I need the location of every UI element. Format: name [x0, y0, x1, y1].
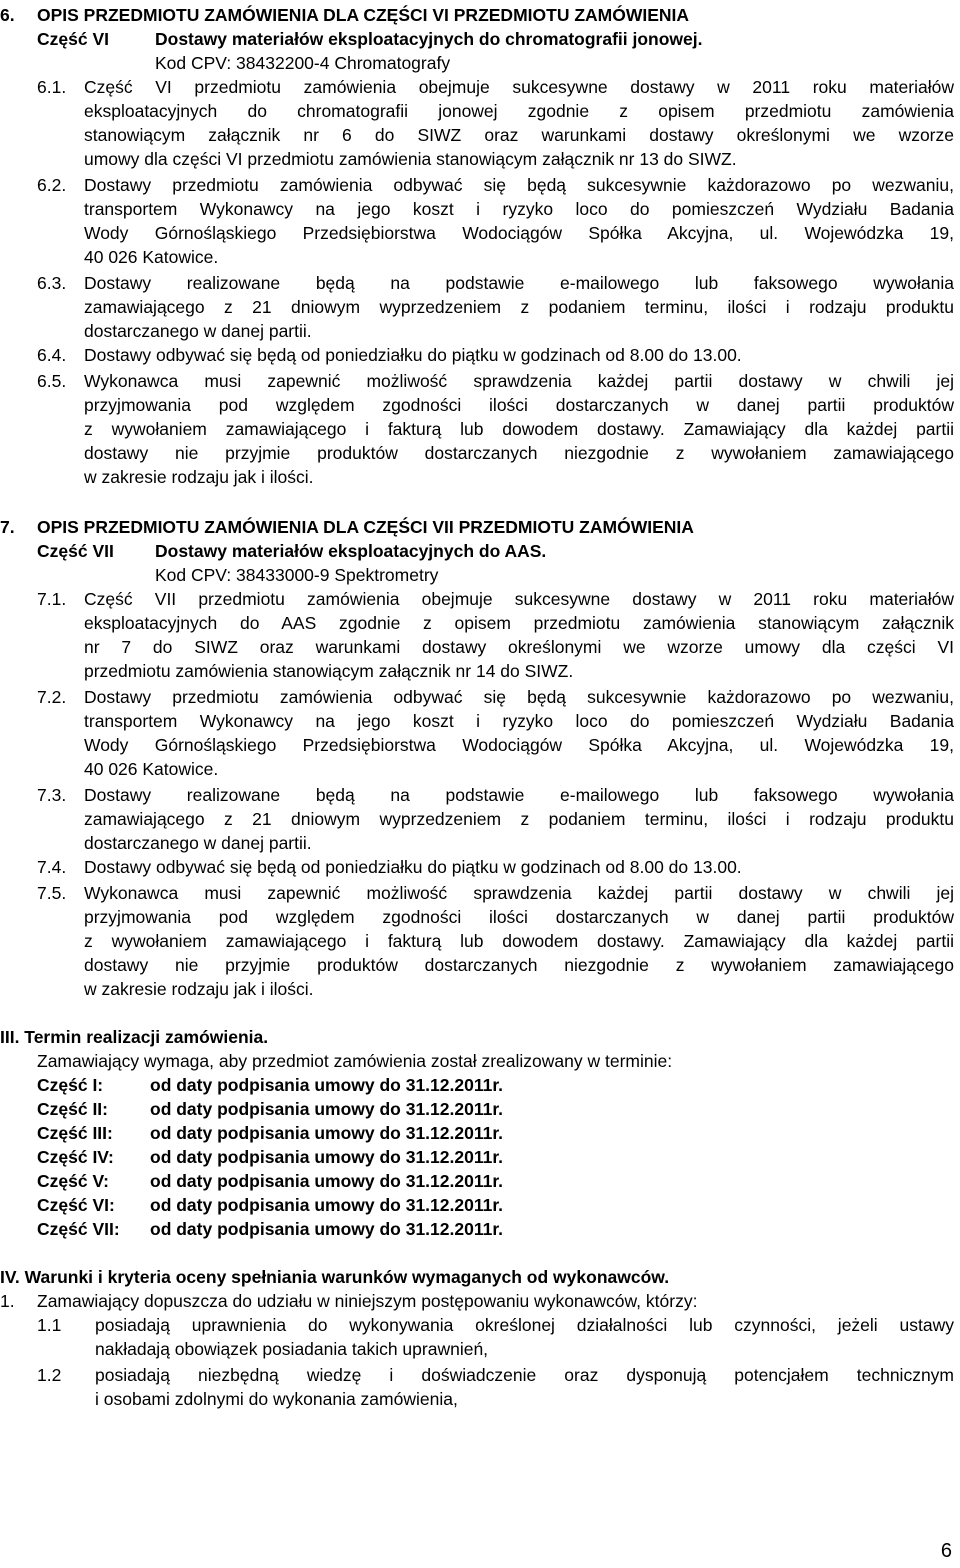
item-7-1-number: 7.1.	[37, 589, 67, 609]
item-6-3-number: 6.3.	[37, 273, 67, 293]
item-6-2-line: 40 026 Katowice.	[84, 247, 219, 267]
part-label: Część VII:	[37, 1219, 120, 1239]
subitem-1-2-line: i osobami zdolnymi do wykonania zamówienia,	[95, 1389, 458, 1409]
item-7-1-line: przedmiotu zamówienia stanowiącym załącznik nr 14 do SIWZ.	[84, 661, 574, 681]
part-deadline: od daty podpisania umowy do 31.12.2011r.	[150, 1219, 504, 1239]
item-7-5-line: w zakresie rodzaju jak i ilości.	[84, 979, 314, 999]
item-6-5-number: 6.5.	[37, 371, 67, 391]
item-6-3-line: dostarczanego w danej partii.	[84, 321, 312, 341]
section-iv-item-1-text: Zamawiający dopuszcza do udziału w niniejszym postępowaniu wykonawców, którzy:	[37, 1291, 698, 1311]
section-7-title: OPIS PRZEDMIOTU ZAMÓWIENIA DLA CZĘŚCI VII PRZEDMIOTU ZAMÓWIENIA	[37, 517, 694, 537]
item-7-4-line: Dostawy odbywać się będą od poniedziałku do piątku w godzinach od 8.00 do 13.00.	[84, 857, 742, 877]
part-deadline: od daty podpisania umowy do 31.12.2011r.	[150, 1075, 504, 1095]
item-7-3-number: 7.3.	[37, 785, 67, 805]
item-7-3-line: dostarczanego w danej partii.	[84, 833, 312, 853]
item-6-5-line: Wykonawca musi zapewnić możliwość sprawdzenia każdej partii dostawy w chwili jej	[84, 371, 954, 391]
item-7-4-number: 7.4.	[37, 857, 67, 877]
item-7-5-line: przyjmowania pod względem zgodności ilości dostarczanych w danej partii produktów	[84, 907, 954, 927]
section-7-part-title: Dostawy materiałów eksploatacyjnych do AAS.	[155, 541, 547, 561]
item-6-5-line: w zakresie rodzaju jak i ilości.	[84, 467, 314, 487]
section-7-part-label: Część VII	[37, 541, 114, 561]
section-6-part-label: Część VI	[37, 29, 109, 49]
part-label: Część IV:	[37, 1147, 114, 1167]
item-6-3-line: Dostawy realizowane będą na podstawie e-mailowego lub faksowego wywołania	[84, 273, 954, 293]
item-7-2-line: Dostawy przedmiotu zamówienia odbywać się będą sukcesywnie każdorazowo po wezwaniu,	[84, 687, 954, 707]
item-6-2-line: transportem Wykonawcy na jego koszt i ryzyko loco do pomieszczeń Wydziału Badania	[84, 199, 954, 219]
subitem-1-1-number: 1.1	[37, 1315, 62, 1335]
item-7-5-number: 7.5.	[37, 883, 67, 903]
item-6-2-line: Dostawy przedmiotu zamówienia odbywać się będą sukcesywnie każdorazowo po wezwaniu,	[84, 175, 954, 195]
item-6-1-line: umowy dla części VI przedmiotu zamówienia stanowiącym załącznik nr 13 do SIWZ.	[84, 149, 737, 169]
item-7-1-line: eksploatacyjnych do AAS zgodnie z opisem przedmiotu zamówienia stanowiącym załącznik	[84, 613, 954, 633]
section-6-title: OPIS PRZEDMIOTU ZAMÓWIENIA DLA CZĘŚCI VI PRZEDMIOTU ZAMÓWIENIA	[37, 5, 690, 25]
part-deadline: od daty podpisania umowy do 31.12.2011r.	[150, 1195, 504, 1215]
item-7-2-line: transportem Wykonawcy na jego koszt i ryzyko loco do pomieszczeń Wydziału Badania	[84, 711, 954, 731]
part-label: Część V:	[37, 1171, 109, 1191]
item-7-2-line: 40 026 Katowice.	[84, 759, 219, 779]
section-6-cpv: Kod CPV: 38432200-4 Chromatografy	[155, 53, 451, 73]
part-deadline: od daty podpisania umowy do 31.12.2011r.	[150, 1147, 504, 1167]
item-7-1-line: nr 7 do SIWZ oraz warunkami dostawy określonymi we wzorze umowy dla części VI	[84, 637, 954, 657]
subitem-1-2-line: posiadają niezbędną wiedzę i doświadczenie oraz dysponują potencjałem technicznym	[95, 1365, 954, 1385]
item-6-5-line: dostawy nie przyjmie produktów dostarczanych niezgodnie z wywołaniem zamawiającego	[84, 443, 954, 463]
item-7-5-line: Wykonawca musi zapewnić możliwość sprawdzenia każdej partii dostawy w chwili jej	[84, 883, 954, 903]
item-7-5-line: dostawy nie przyjmie produktów dostarczanych niezgodnie z wywołaniem zamawiającego	[84, 955, 954, 975]
item-6-5-line: przyjmowania pod względem zgodności ilości dostarczanych w danej partii produktów	[84, 395, 954, 415]
item-7-5-line: z wywołaniem zamawiającego i fakturą lub dowodem dostawy. Zamawiający dla każdej partii	[84, 931, 954, 951]
part-label: Część I:	[37, 1075, 104, 1095]
section-iv-item-1-number: 1.	[0, 1291, 15, 1311]
part-label: Część II:	[37, 1099, 108, 1119]
section-iii-intro: Zamawiający wymaga, aby przedmiot zamówienia został zrealizowany w terminie:	[37, 1051, 673, 1071]
item-6-1-line: stanowiącym załącznik nr 6 do SIWZ oraz warunkami dostawy określonymi we wzorze	[84, 125, 954, 145]
page-number: 6	[940, 1540, 952, 1562]
part-deadline: od daty podpisania umowy do 31.12.2011r.	[150, 1123, 504, 1143]
section-iii-heading: III. Termin realizacji zamówienia.	[0, 1027, 269, 1047]
item-6-4-line: Dostawy odbywać się będą od poniedziałku do piątku w godzinach od 8.00 do 13.00.	[84, 345, 742, 365]
subitem-1-1-line: posiadają uprawnienia do wykonywania określonej działalności lub czynności, jeżeli ustawy	[95, 1315, 954, 1335]
section-6-number: 6.	[0, 5, 15, 25]
item-6-1-line: eksploatacyjnych do chromatografii jonowej zgodnie z opisem przedmiotu zamówienia	[84, 101, 954, 121]
section-iv-heading: IV. Warunki i kryteria oceny spełniania warunków wymaganych od wykonawców.	[0, 1267, 670, 1287]
item-6-5-line: z wywołaniem zamawiającego i fakturą lub dowodem dostawy. Zamawiający dla każdej partii	[84, 419, 954, 439]
part-deadline: od daty podpisania umowy do 31.12.2011r.	[150, 1171, 504, 1191]
section-6-part-title: Dostawy materiałów eksploatacyjnych do chromatografii jonowej.	[155, 29, 703, 49]
part-label: Część III:	[37, 1123, 113, 1143]
item-7-3-line: zamawiającego z 21 dniowym wyprzedzeniem z podaniem terminu, ilości i rodzaju produktu	[84, 809, 954, 829]
item-7-2-line: Wody Górnośląskiego Przedsiębiorstwa Wodociągów Spółka Akcyjna, ul. Wojewódzka 19,	[84, 735, 954, 755]
item-6-4-number: 6.4.	[37, 345, 67, 365]
subitem-1-1-line: nakładają obowiązek posiadania takich uprawnień,	[95, 1339, 489, 1359]
part-label: Część VI:	[37, 1195, 115, 1215]
item-6-2-number: 6.2.	[37, 175, 67, 195]
part-deadline: od daty podpisania umowy do 31.12.2011r.	[150, 1099, 504, 1119]
section-7-cpv: Kod CPV: 38433000-9 Spektrometry	[155, 565, 439, 585]
subitem-1-2-number: 1.2	[37, 1365, 62, 1385]
section-7-number: 7.	[0, 517, 15, 537]
item-6-1-line: Część VI przedmiotu zamówienia obejmuje sukcesywne dostawy w 2011 roku materiałów	[84, 77, 954, 97]
item-7-2-number: 7.2.	[37, 687, 67, 707]
item-6-2-line: Wody Górnośląskiego Przedsiębiorstwa Wodociągów Spółka Akcyjna, ul. Wojewódzka 19,	[84, 223, 954, 243]
item-6-1-number: 6.1.	[37, 77, 67, 97]
item-6-3-line: zamawiającego z 21 dniowym wyprzedzeniem z podaniem terminu, ilości i rodzaju produktu	[84, 297, 954, 317]
item-7-1-line: Część VII przedmiotu zamówienia obejmuje sukcesywne dostawy w 2011 roku materiałów	[84, 589, 954, 609]
item-7-3-line: Dostawy realizowane będą na podstawie e-mailowego lub faksowego wywołania	[84, 785, 954, 805]
